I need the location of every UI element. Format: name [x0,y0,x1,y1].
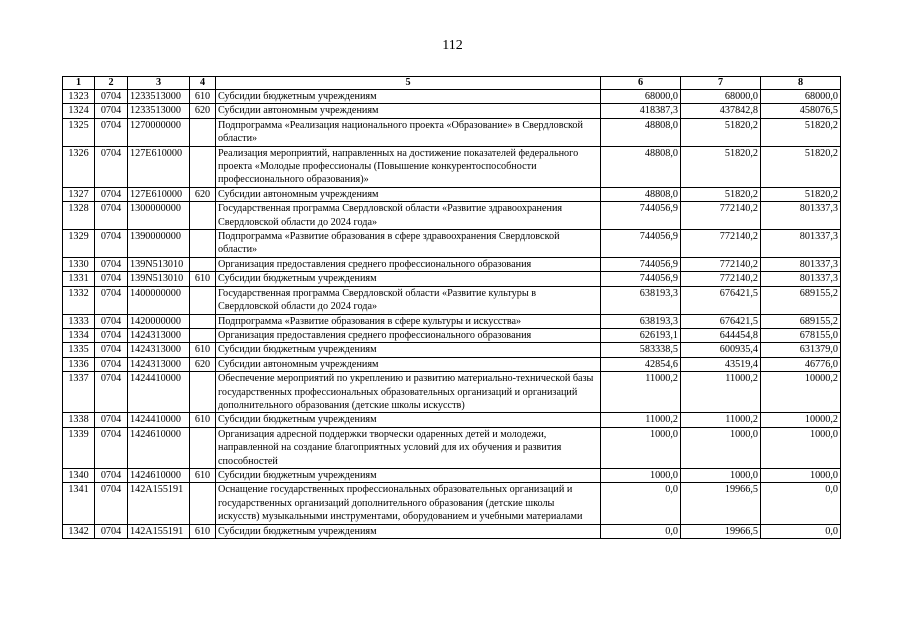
expense-type-code: 620 [190,187,216,201]
item-name: Субсидии автономным учреждениям [216,187,601,201]
expense-type-code [190,257,216,271]
amount-col7: 19966,5 [681,524,761,538]
column-header-2: 2 [95,77,128,90]
table-row [63,328,841,342]
item-name: Подпрограмма «Развитие образования в сфере здравоохранения Свердловской области» [216,230,601,258]
section-code: 0704 [95,524,128,538]
section-code: 0704 [95,257,128,271]
target-article-code: 1233513000 [128,90,190,104]
expense-type-code [190,372,216,413]
table-row [63,272,841,286]
budget-table [62,76,841,539]
item-name: Субсидии автономным учреждениям [216,357,601,371]
row-number: 1337 [63,372,95,413]
column-header-3: 3 [128,77,190,90]
table-row [63,257,841,271]
item-name: Государственная программа Свердловской области «Развитие культуры в Свердловской области до 2024 года» [216,286,601,314]
amount-col6: 744056,9 [601,257,681,271]
section-code: 0704 [95,202,128,230]
table-row [63,343,841,357]
column-header-7: 7 [681,77,761,90]
section-code: 0704 [95,427,128,468]
amount-col6: 626193,1 [601,328,681,342]
amount-col8: 1000,0 [761,468,841,482]
row-number: 1335 [63,343,95,357]
row-number: 1327 [63,187,95,201]
amount-col6: 11000,2 [601,413,681,427]
target-article-code: 1424313000 [128,343,190,357]
amount-col6: 11000,2 [601,372,681,413]
table-row [63,483,841,524]
item-name: Организация адресной поддержки творчески одаренных детей и молодежи, направленной на создание благоприятных условий для их обучения и развития способностей [216,427,601,468]
item-name: Организация предоставления среднего профессионального образования [216,257,601,271]
expense-type-code [190,483,216,524]
amount-col7: 437842,8 [681,104,761,118]
expense-type-code: 610 [190,413,216,427]
item-name: Субсидии бюджетным учреждениям [216,468,601,482]
section-code: 0704 [95,468,128,482]
target-article-code: 1390000000 [128,230,190,258]
table-row [63,372,841,413]
row-number: 1323 [63,90,95,104]
target-article-code: 1424610000 [128,427,190,468]
expense-type-code: 610 [190,343,216,357]
amount-col8: 678155,0 [761,328,841,342]
expense-type-code [190,314,216,328]
item-name: Реализация мероприятий, направленных на достижение показателей федерального проекта «Молодые профессионалы (Повышение конкурентоспособности профессионального образования)» [216,146,601,187]
amount-col7: 51820,2 [681,187,761,201]
table-row [63,230,841,258]
amount-col6: 48808,0 [601,146,681,187]
table-row [63,90,841,104]
expense-type-code [190,328,216,342]
amount-col8: 689155,2 [761,314,841,328]
row-number: 1333 [63,314,95,328]
expense-type-code: 620 [190,357,216,371]
column-header-8: 8 [761,77,841,90]
row-number: 1339 [63,427,95,468]
amount-col7: 676421,5 [681,286,761,314]
row-number: 1341 [63,483,95,524]
target-article-code: 142A155191 [128,483,190,524]
row-number: 1326 [63,146,95,187]
row-number: 1338 [63,413,95,427]
expense-type-code [190,202,216,230]
amount-col7: 600935,4 [681,343,761,357]
section-code: 0704 [95,286,128,314]
item-name: Подпрограмма «Реализация национального проекта «Образование» в Свердловской области» [216,118,601,146]
expense-type-code [190,146,216,187]
amount-col6: 744056,9 [601,202,681,230]
item-name: Субсидии бюджетным учреждениям [216,272,601,286]
item-name: Субсидии бюджетным учреждениям [216,524,601,538]
target-article-code: 1233513000 [128,104,190,118]
section-code: 0704 [95,118,128,146]
item-name: Субсидии бюджетным учреждениям [216,90,601,104]
amount-col8: 51820,2 [761,187,841,201]
target-article-code: 139N513010 [128,257,190,271]
amount-col6: 744056,9 [601,230,681,258]
amount-col6: 1000,0 [601,427,681,468]
amount-col8: 0,0 [761,483,841,524]
amount-col8: 801337,3 [761,202,841,230]
amount-col8: 458076,5 [761,104,841,118]
section-code: 0704 [95,372,128,413]
table-row [63,286,841,314]
expense-type-code [190,286,216,314]
amount-col7: 772140,2 [681,230,761,258]
row-number: 1336 [63,357,95,371]
target-article-code: 1424313000 [128,328,190,342]
amount-col8: 51820,2 [761,118,841,146]
section-code: 0704 [95,343,128,357]
amount-col8: 51820,2 [761,146,841,187]
amount-col7: 19966,5 [681,483,761,524]
column-header-6: 6 [601,77,681,90]
expense-type-code [190,118,216,146]
amount-col8: 631379,0 [761,343,841,357]
expense-type-code [190,230,216,258]
expense-type-code [190,427,216,468]
row-number: 1328 [63,202,95,230]
table-row [63,413,841,427]
amount-col8: 46776,0 [761,357,841,371]
section-code: 0704 [95,90,128,104]
amount-col6: 48808,0 [601,187,681,201]
item-name: Субсидии бюджетным учреждениям [216,413,601,427]
item-name: Организация предоставления среднего профессионального образования [216,328,601,342]
expense-type-code: 620 [190,104,216,118]
table-row [63,118,841,146]
column-header-1: 1 [63,77,95,90]
row-number: 1331 [63,272,95,286]
amount-col7: 11000,2 [681,372,761,413]
target-article-code: 1420000000 [128,314,190,328]
amount-col8: 801337,3 [761,230,841,258]
target-article-code: 1424410000 [128,372,190,413]
expense-type-code: 610 [190,272,216,286]
amount-col7: 772140,2 [681,257,761,271]
section-code: 0704 [95,413,128,427]
table-header-row [63,77,841,90]
amount-col6: 583338,5 [601,343,681,357]
target-article-code: 1424313000 [128,357,190,371]
amount-col6: 68000,0 [601,90,681,104]
table-body [63,90,841,539]
item-name: Подпрограмма «Развитие образования в сфере культуры и искусства» [216,314,601,328]
item-name: Обеспечение мероприятий по укреплению и развитию материально-технической базы государственных профессиональных образовательных организаций и организаций дополнительного образования (детские школы искусств) [216,372,601,413]
amount-col6: 48808,0 [601,118,681,146]
section-code: 0704 [95,104,128,118]
section-code: 0704 [95,187,128,201]
table-row [63,524,841,538]
amount-col8: 1000,0 [761,427,841,468]
target-article-code: 142A155191 [128,524,190,538]
section-code: 0704 [95,272,128,286]
section-code: 0704 [95,146,128,187]
item-name: Государственная программа Свердловской области «Развитие здравоохранения Свердловской области до 2024 года» [216,202,601,230]
table-row [63,104,841,118]
section-code: 0704 [95,314,128,328]
row-number: 1334 [63,328,95,342]
amount-col7: 51820,2 [681,146,761,187]
amount-col7: 676421,5 [681,314,761,328]
section-code: 0704 [95,328,128,342]
table-row [63,468,841,482]
amount-col7: 43519,4 [681,357,761,371]
amount-col8: 10000,2 [761,372,841,413]
amount-col8: 689155,2 [761,286,841,314]
amount-col7: 1000,0 [681,427,761,468]
item-name: Субсидии бюджетным учреждениям [216,343,601,357]
amount-col7: 11000,2 [681,413,761,427]
amount-col6: 1000,0 [601,468,681,482]
target-article-code: 1424410000 [128,413,190,427]
target-article-code: 127E610000 [128,187,190,201]
amount-col6: 638193,3 [601,286,681,314]
section-code: 0704 [95,483,128,524]
amount-col6: 638193,3 [601,314,681,328]
target-article-code: 1424610000 [128,468,190,482]
expense-type-code: 610 [190,90,216,104]
amount-col8: 0,0 [761,524,841,538]
amount-col7: 644454,8 [681,328,761,342]
amount-col6: 744056,9 [601,272,681,286]
amount-col7: 772140,2 [681,272,761,286]
target-article-code: 127E610000 [128,146,190,187]
section-code: 0704 [95,357,128,371]
expense-type-code: 610 [190,468,216,482]
amount-col7: 772140,2 [681,202,761,230]
row-number: 1325 [63,118,95,146]
column-header-5: 5 [216,77,601,90]
target-article-code: 1270000000 [128,118,190,146]
column-header-4: 4 [190,77,216,90]
row-number: 1342 [63,524,95,538]
row-number: 1340 [63,468,95,482]
target-article-code: 139N513010 [128,272,190,286]
section-code: 0704 [95,230,128,258]
amount-col7: 51820,2 [681,118,761,146]
amount-col8: 68000,0 [761,90,841,104]
target-article-code: 1400000000 [128,286,190,314]
table-row [63,146,841,187]
expense-type-code: 610 [190,524,216,538]
page-number: 112 [442,38,463,53]
amount-col8: 801337,3 [761,272,841,286]
item-name: Субсидии автономным учреждениям [216,104,601,118]
table-row [63,314,841,328]
amount-col6: 0,0 [601,483,681,524]
amount-col8: 10000,2 [761,413,841,427]
row-number: 1329 [63,230,95,258]
amount-col8: 801337,3 [761,257,841,271]
table-row [63,202,841,230]
amount-col7: 1000,0 [681,468,761,482]
item-name: Оснащение государственных профессиональных образовательных организаций и государственных организаций дополнительного образования (детские школы искусств) музыкальными инструментами, оборудованием и учебными материалами [216,483,601,524]
amount-col6: 0,0 [601,524,681,538]
row-number: 1332 [63,286,95,314]
amount-col6: 42854,6 [601,357,681,371]
amount-col6: 418387,3 [601,104,681,118]
amount-col7: 68000,0 [681,90,761,104]
table-row [63,187,841,201]
row-number: 1324 [63,104,95,118]
row-number: 1330 [63,257,95,271]
target-article-code: 1300000000 [128,202,190,230]
table-row [63,427,841,468]
table-row [63,357,841,371]
